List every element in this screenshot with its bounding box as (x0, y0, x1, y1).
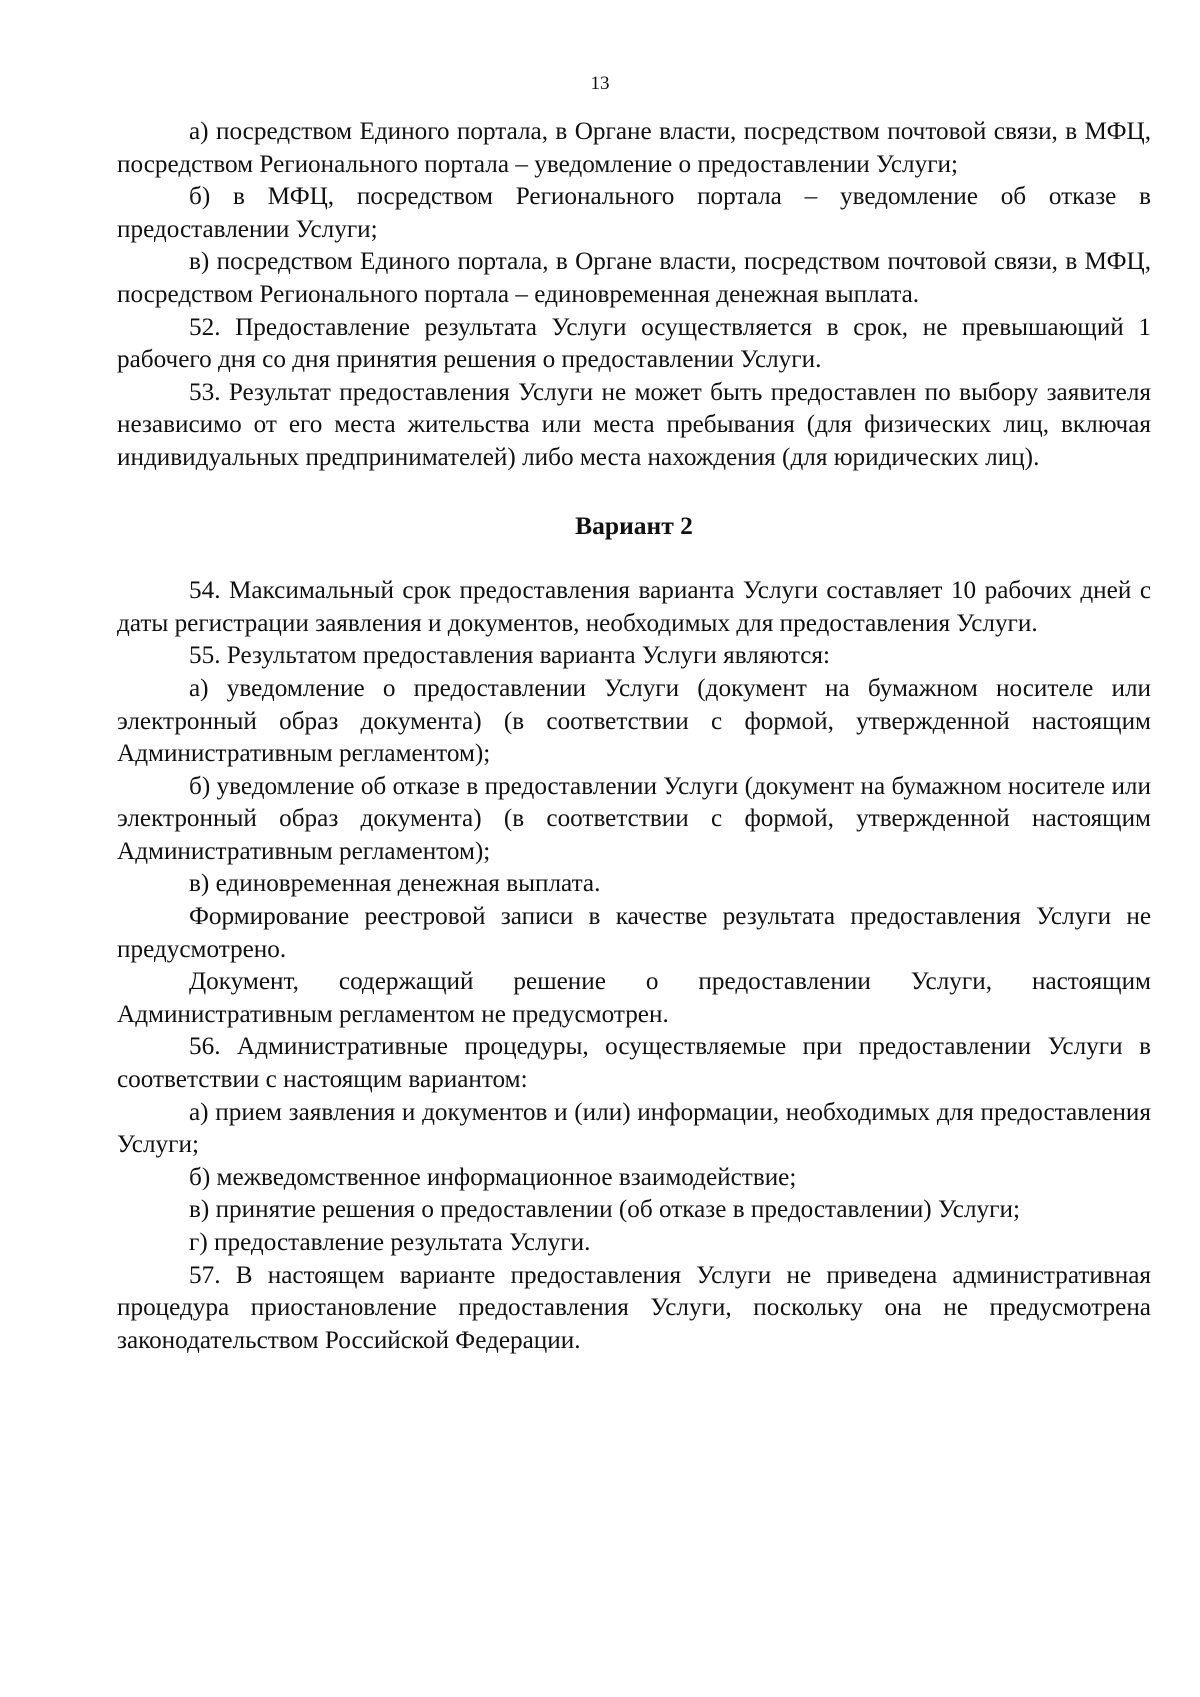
paragraph-53: 53. Результат предоставления Услуги не может быть предоставлен по выбору заявителя независимо от его места жительства или места пребывания (для физических лиц, включая индивидуальных предпринимателей) либо места нахождения (для юридических лиц). (117, 378, 1151, 471)
paragraph-56-b: б) межведомственное информационное взаимодействие; (189, 1163, 797, 1191)
paragraph-registry-record: Формирование реестровой записи в качестве результата предоставления Услуги не предусмотрено. (117, 903, 1151, 963)
paragraph-56-c: в) принятие решения о предоставлении (об отказе в предоставлении) Услуги; (189, 1196, 1020, 1224)
paragraph-52: 52. Предоставление результата Услуги осуществляется в срок, не превышающий 1 рабочего дня со дня принятия решения о предоставлении Услуги. (117, 313, 1151, 374)
paragraph-result-notification-delivery: а) посредством Единого портала, в Органе власти, посредством почтовой связи, в МФЦ, посредством Регионального портала – уведомление о предоставлении Услуги; (117, 118, 1151, 178)
paragraph-57: 57. В настоящем варианте предоставления Услуги не приведена административная процедура приостановление предоставления Услуги, поскольку она не предусмотрена законодательством Российской Федерации. (117, 1261, 1151, 1354)
document-body (117, 116, 1151, 1357)
paragraph-55-c: в) единовременная денежная выплата. (189, 870, 601, 898)
paragraph-55-b: б) уведомление об отказе в предоставлении Услуги (документ на бумажном носителе или электронный образ документа) (в соответствии с формой, утвержденной настоящим Административным регламентом); (117, 772, 1151, 865)
paragraph-56-a: а) прием заявления и документов и (или) информации, необходимых для предоставления Услуги; (117, 1098, 1151, 1159)
paragraph-54: 54. Максимальный срок предоставления варианта Услуги составляет 10 рабочих дней с даты регистрации заявления и документов, необходимых для предоставления Услуги. (117, 577, 1151, 637)
paragraph-refusal-notification-delivery: б) в МФЦ, посредством Регионального портала – уведомление об отказе в предоставлении Услуги; (117, 183, 1151, 243)
paragraph-56: 56. Административные процедуры, осуществляемые при предоставлении Услуги в соответствии с настоящим вариантом: (117, 1033, 1151, 1094)
paragraph-55-a: а) уведомление о предоставлении Услуги (документ на бумажном носителе или электронный образ документа) (в соответствии с формой, утвержденной настоящим Административным регламентом); (117, 674, 1151, 768)
paragraph-payment-delivery: в) посредством Единого портала, в Органе власти, посредством почтовой связи, в МФЦ, посредством Регионального портала – единовременная денежная выплата. (117, 248, 1151, 308)
paragraph-56-d: г) предоставление результата Услуги. (189, 1229, 591, 1256)
paragraph-55: 55. Результатом предоставления варианта Услуги являются: (189, 642, 830, 670)
paragraph-decision-document: Документ, содержащий решение о предоставлении Услуги, настоящим Административным регламентом не предусмотрен. (117, 968, 1151, 1028)
section-heading-variant-2: Вариант 2 (575, 510, 693, 540)
page-number: 13 (590, 73, 610, 94)
